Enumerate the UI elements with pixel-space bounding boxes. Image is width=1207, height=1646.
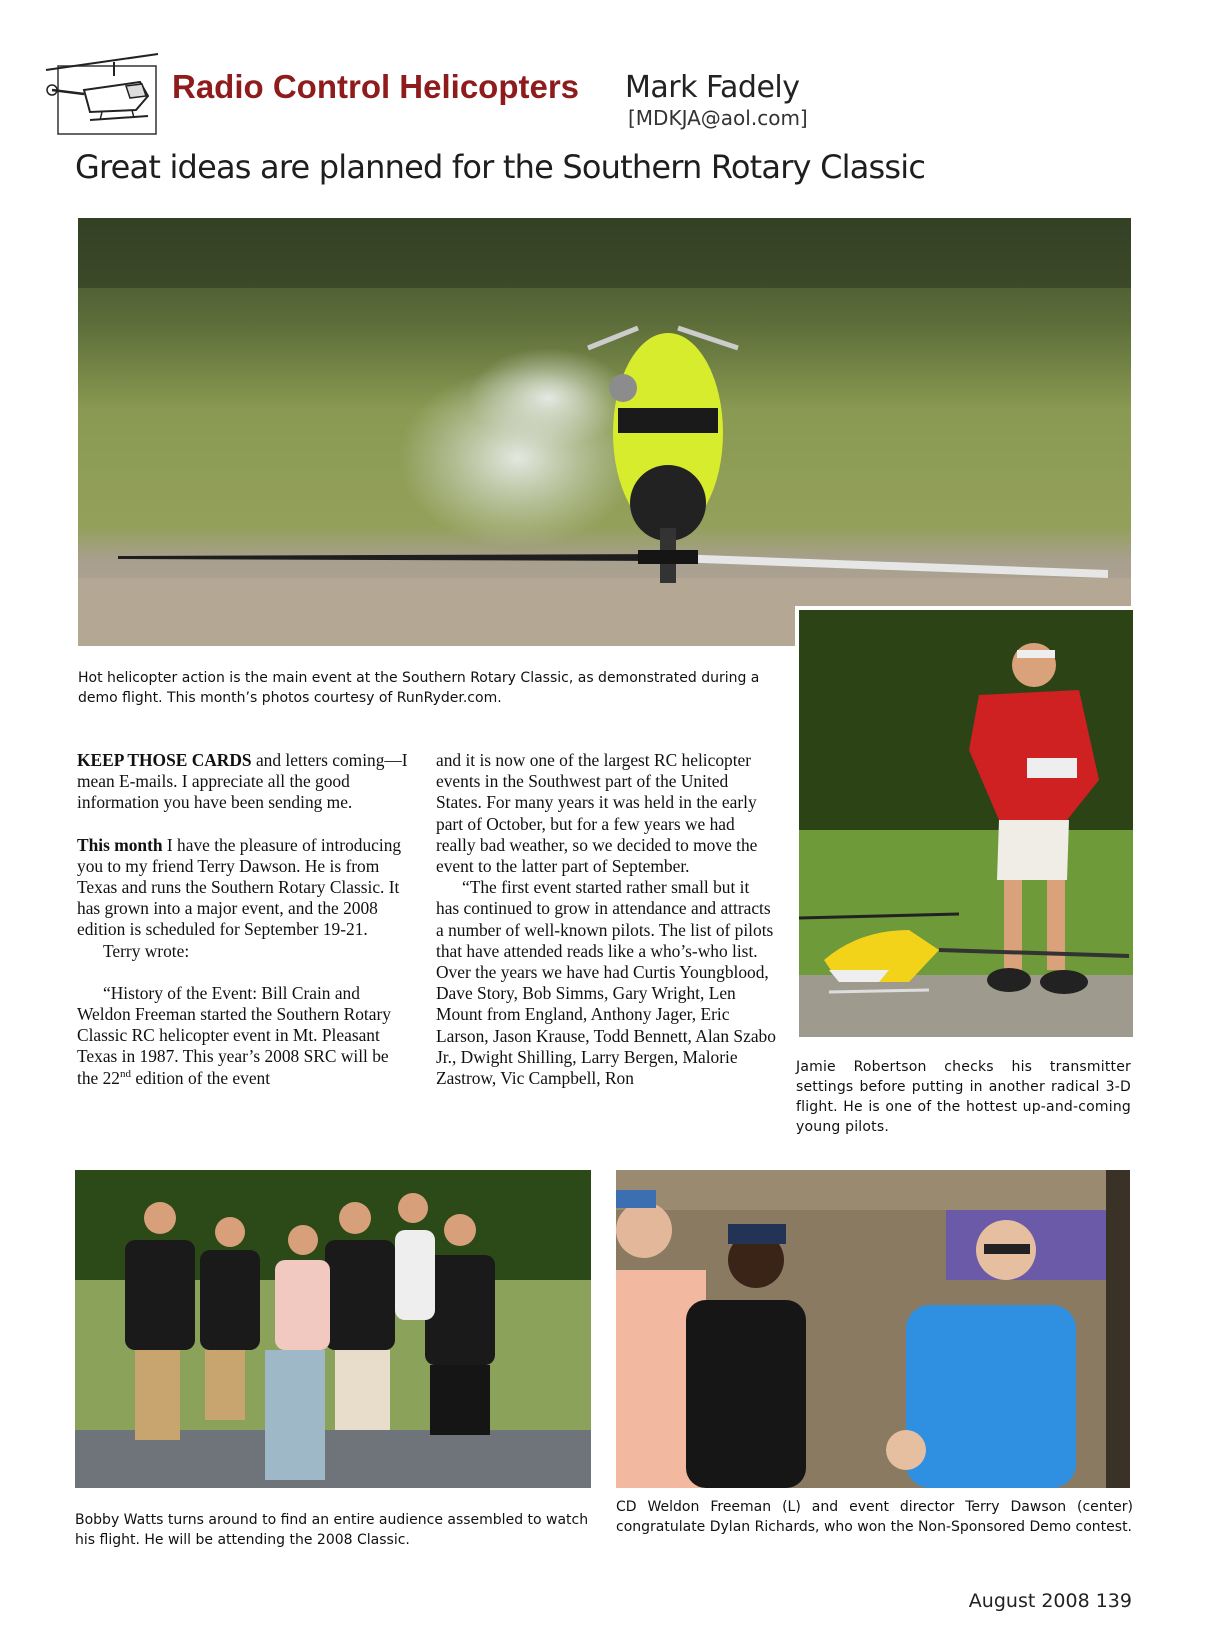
author-email: [MDKJA@aol.com] <box>628 106 808 130</box>
caption-jamie-photo: Jamie Robertson checks his transmitter settings before putting in another radical 3-D flight. He is one of the hottest up-and-coming young pilots. <box>796 1059 1131 1135</box>
author-name: Mark Fadely <box>625 70 800 105</box>
paragraph-1: KEEP THOSE CARDS and letters coming—I mean E-mails. I appreciate all the good information you have been sending me. <box>77 750 408 813</box>
paragraph-3: Terry wrote: <box>103 940 190 961</box>
photo-helicopter-demo-flight <box>78 218 1131 646</box>
page-folio: August 2008 139 <box>968 1590 1132 1612</box>
paragraph-6: “The first event started rather small but it has continued to grow in attendance and attracts a number of well-known pilots. The list of pilots that have attended reads like a who’s-who list. Over the years we have had Curtis Youngblood, Dave Story, Bob Simms, Gary Wright, Len Mount from England, Anthony Jager, Eric Larson, Jason Krause, Todd Bennett, Alan Szabo Jr., Dwight Shilling, Larry Bergen, Malorie Zastrow, Vic Campbell, Ron <box>436 877 776 1089</box>
paragraph-2: This month I have the pleasure of introducing you to my friend Terry Dawson. He is from Texas and runs the Southern Rotary Classic. It has grown into a major event, and the 2008 edition is scheduled for September 19-21. <box>77 834 402 940</box>
paragraph-2-lead: This month <box>77 834 163 855</box>
column-title: Radio Control Helicopters <box>172 68 580 105</box>
body-column-2 <box>436 750 776 1089</box>
paragraph-5: and it is now one of the largest RC helicopter events in the Southwest part of the United States. For many years it was held in the early part of October, but for a few years we had really bad weather, so we decided to move the event to the latter part of September. <box>436 750 758 877</box>
helicopter-logo-icon <box>44 50 160 136</box>
photo-bobby-watts-audience <box>75 1170 591 1488</box>
body-column-1 <box>77 750 409 1089</box>
caption-cd-photo: CD Weldon Freeman (L) and event director Terry Dawson (center) congratulate Dylan Richards, who won the Non-Sponsored Demo contest. <box>616 1499 1133 1535</box>
caption-bobby-photo: Bobby Watts turns around to find an entire audience assembled to watch his flight. He will be attending the 2008 Classic. <box>75 1512 589 1548</box>
photo-freeman-dawson-richards <box>616 1170 1130 1488</box>
article-headline: Great ideas are planned for the Southern Rotary Classic <box>75 148 926 186</box>
paragraph-4: “History of the Event: Bill Crain and Weldon Freeman started the Southern Rotary Classic RC helicopter event in Mt. Pleasant Texas in 1987. This year’s 2008 SRC will be the 22nd edition of the event <box>77 982 391 1088</box>
paragraph-1-lead: KEEP THOSE CARDS <box>77 750 252 770</box>
photo-jamie-robertson <box>795 606 1137 1041</box>
caption-main-photo: Hot helicopter action is the main event at the Southern Rotary Classic, as demonstrated during a demo flight. This month’s photos courtesy of RunRyder.com. <box>78 670 760 706</box>
